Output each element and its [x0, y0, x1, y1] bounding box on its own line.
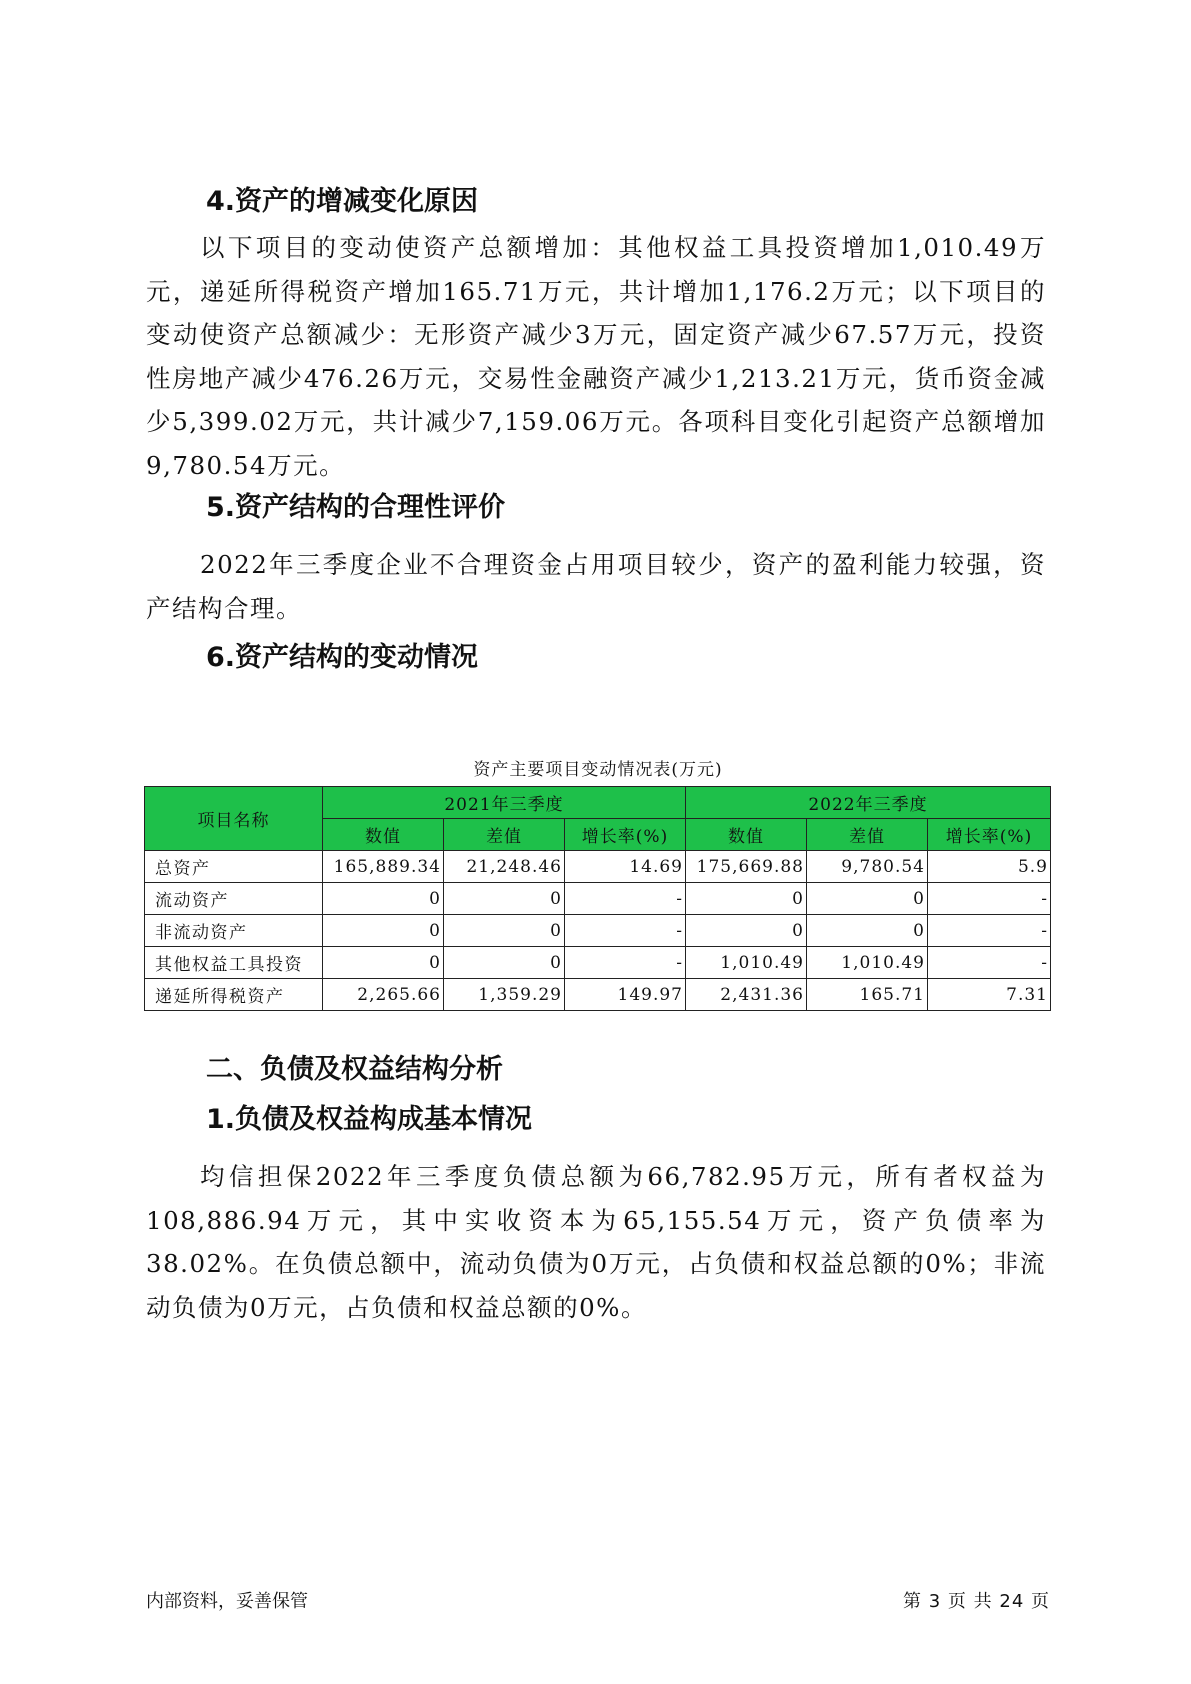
table-row [145, 979, 1051, 1011]
header-diff-2022: 差值 [807, 819, 928, 851]
row-name: 非流动资产 [145, 915, 323, 947]
cell-diff-2021: 0 [444, 947, 565, 979]
table-row [145, 851, 1051, 883]
cell-growth-2022: - [928, 883, 1051, 915]
cell-value-2021: 0 [323, 883, 444, 915]
cell-value-2022: 2,431.36 [686, 979, 807, 1011]
header-growth-2021: 增长率(%) [565, 819, 686, 851]
header-growth-2022: 增长率(%) [928, 819, 1051, 851]
cell-growth-2021: 149.97 [565, 979, 686, 1011]
cell-value-2022: 175,669.88 [686, 851, 807, 883]
table-caption: 资产主要项目变动情况表(万元) [473, 760, 723, 780]
cell-growth-2021: - [565, 883, 686, 915]
cell-value-2021: 165,889.34 [323, 851, 444, 883]
cell-diff-2022: 165.71 [807, 979, 928, 1011]
table-row [145, 947, 1051, 979]
section-heading-asset-structure-changes: 6.资产结构的变动情况 [206, 642, 479, 673]
header-period-2022: 2022年三季度 [686, 787, 1051, 819]
cell-diff-2021: 1,359.29 [444, 979, 565, 1011]
cell-diff-2021: 21,248.46 [444, 851, 565, 883]
cell-value-2022: 0 [686, 915, 807, 947]
cell-diff-2021: 0 [444, 883, 565, 915]
cell-growth-2022: - [928, 947, 1051, 979]
section-heading-asset-structure-evaluation: 5.资产结构的合理性评价 [206, 492, 506, 523]
row-name: 递延所得税资产 [145, 979, 323, 1011]
cell-value-2022: 0 [686, 883, 807, 915]
cell-diff-2021: 0 [444, 915, 565, 947]
footer-page-number: 第 3 页 共 24 页 [903, 1591, 1050, 1612]
cell-diff-2022: 1,010.49 [807, 947, 928, 979]
cell-value-2021: 0 [323, 947, 444, 979]
section-heading-liability-equity-basics: 1.负债及权益构成基本情况 [206, 1104, 533, 1135]
cell-growth-2021: - [565, 915, 686, 947]
section-heading-asset-change-reasons: 4.资产的增减变化原因 [206, 186, 479, 217]
cell-diff-2022: 0 [807, 883, 928, 915]
row-name: 总资产 [145, 851, 323, 883]
paragraph-asset-change-reasons: 以下项目的变动使资产总额增加：其他权益工具投资增加1,010.49万元，递延所得税资产增加165.71万元，共计增加1,176.2万元；以下项目的变动使资产总额减少：无形资产减少3万元，固定资产减少67.57万元，投资性房地产减少476.26万元，交易性金融资产减少1,213.21万元，货币资金减少5,399.02万元，共计减少7,159.06万元。各项科目变化引起资产总额增加9,780.54万元。 [146, 233, 1046, 480]
paragraph-asset-structure-evaluation: 2022年三季度企业不合理资金占用项目较少，资产的盈利能力较强，资产结构合理。 [146, 550, 1046, 623]
cell-diff-2022: 0 [807, 915, 928, 947]
header-diff-2021: 差值 [444, 819, 565, 851]
asset-change-table [144, 786, 1051, 1011]
cell-diff-2022: 9,780.54 [807, 851, 928, 883]
header-value-2022: 数值 [686, 819, 807, 851]
cell-value-2022: 1,010.49 [686, 947, 807, 979]
header-period-2021: 2021年三季度 [323, 787, 686, 819]
cell-value-2021: 0 [323, 915, 444, 947]
cell-growth-2021: 14.69 [565, 851, 686, 883]
table-row [145, 915, 1051, 947]
table-row [145, 883, 1051, 915]
cell-value-2021: 2,265.66 [323, 979, 444, 1011]
cell-growth-2022: 7.31 [928, 979, 1051, 1011]
cell-growth-2022: - [928, 915, 1051, 947]
cell-growth-2021: - [565, 947, 686, 979]
part-heading-liability-equity: 二、负债及权益结构分析 [206, 1054, 503, 1085]
row-name: 流动资产 [145, 883, 323, 915]
row-name: 其他权益工具投资 [145, 947, 323, 979]
header-item-name: 项目名称 [145, 787, 323, 851]
footer-confidential-note: 内部资料，妥善保管 [146, 1591, 308, 1612]
paragraph-liability-equity-basics: 均信担保2022年三季度负债总额为66,782.95万元，所有者权益为108,886.94万元，其中实收资本为65,155.54万元，资产负债率为38.02%。在负债总额中，流动负债为0万元，占负债和权益总额的0%；非流动负债为0万元，占负债和权益总额的0%。 [146, 1162, 1046, 1322]
cell-growth-2022: 5.9 [928, 851, 1051, 883]
header-value-2021: 数值 [323, 819, 444, 851]
